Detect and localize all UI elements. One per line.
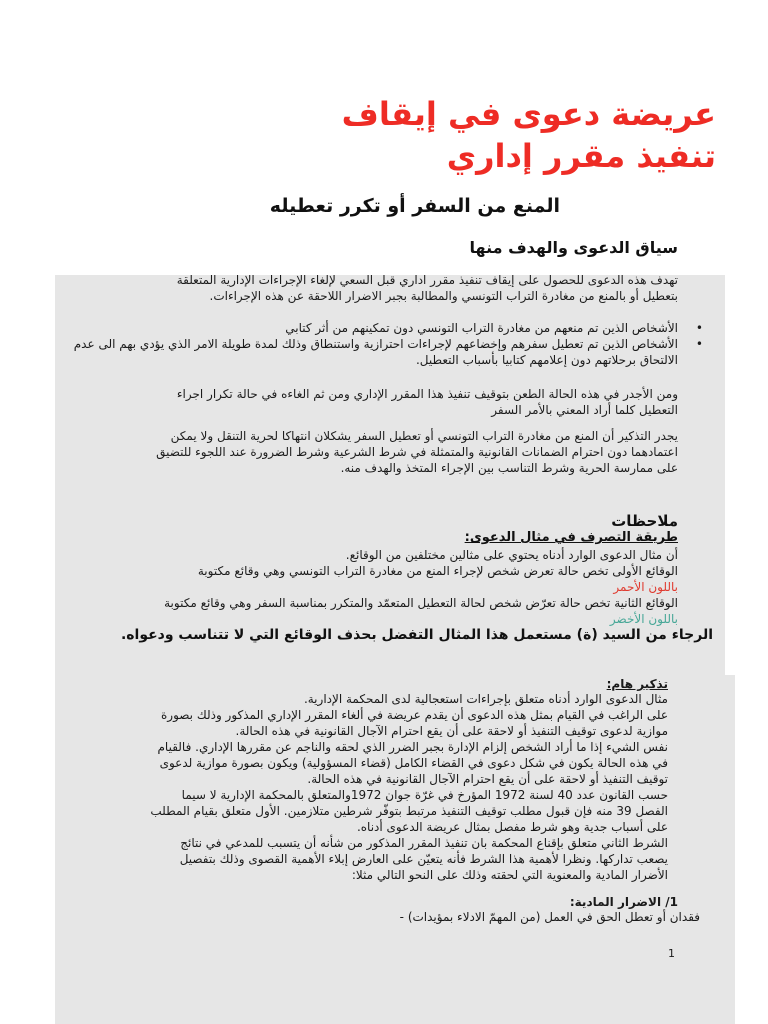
- material-damages-text: فقدان أو تعطل الحق في العمل (من المهمّ الادلاء بمؤيدات): [407, 910, 700, 924]
- important-line: مثال الدعوى الوارد أدناه متعلق بإجراءات استعجالية لدى المحكمة الإدارية.: [303, 692, 668, 706]
- material-damages-heading: 1/ الاضرار المادية:: [569, 895, 678, 909]
- reminder-line: على ممارسة الحرية وشرط التناسب بين الإجراء المتخذ والهدف منه.: [340, 461, 678, 475]
- bullet-item: [63, 336, 703, 368]
- notes-heading: ملاحظات: [611, 512, 678, 530]
- dash-marker: -: [399, 910, 404, 924]
- page-number: 1: [668, 947, 675, 960]
- notes-line: أن مثال الدعوى الوارد أدناه يحتوي على مثالين مختلفين من الوقائع.: [345, 548, 678, 562]
- notes-line: الوقائع الثانية تخص حالة تعرّض شخص لحالة التعطيل المتعمّد والمتكرر بمناسبة السفر وهي وقائع مكتوبة: [164, 596, 678, 610]
- bullet-text: الأشخاص الذين تم تعطيل سفرهم وإخضاعهم لإجراءات احترازية واستنطاق وذلك لمدة طويلة الامر الذي يؤدي بهم الى عدم الالتحاق برحلاتهم دون إعلامهم كتابيا بأسباب التعطيل.: [73, 337, 678, 367]
- reminder-line: اعتمادهما دون احترام الضمانات القانونية والمتمثلة في شرط الشرعية وشرط الضرورة عند اللجوء للتضيق: [156, 445, 678, 459]
- important-line: حسب القانون عدد 40 لسنة 1972 المؤرخ في غرّة جوان 1972والمتعلق بالمحكمة الإدارية لا سيما: [181, 788, 668, 802]
- document-subtitle: المنع من السفر أو تكرر تعطيله: [269, 195, 560, 217]
- title-line-1: عريضة دعوى في إيقاف: [341, 95, 716, 133]
- important-line: الفصل 39 منه فإن قبول مطلب توقيف التنفيذ مرتبط بتوفّر شرطين متلازمين. الأول متعلق بقيام المطلب: [150, 804, 668, 818]
- notes-body: [164, 547, 678, 627]
- context-heading: سياق الدعوى والهدف منها: [469, 238, 678, 257]
- intro-line: تهدف هذه الدعوى للحصول على إيقاف تنفيذ مقرر اداري قبل السعي لإلغاء الإجراءات الإدارية المتعلقة: [176, 273, 678, 287]
- important-heading: تذكير هام:: [606, 677, 668, 691]
- important-line: الأضرار المادية والمعنوية التي لحقته وذلك على النحو التالي مثلا:: [351, 868, 668, 882]
- reminder-line: [156, 428, 678, 444]
- important-line: في هذه الحالة يكون في شكل دعوى في القضاء الكامل (قضاء المسؤولية) ويكون بصورة موازية لدعوى: [159, 756, 668, 770]
- appeal-line: التعطيل كلما أراد المعني بالأمر السفر: [491, 403, 678, 417]
- reminder-paragraph: [156, 428, 678, 476]
- notes-red-label: باللون الأحمر: [613, 580, 678, 594]
- notes-line: الوقائع الأولى تخص حالة تعرض شخص لإجراء المنع من مغادرة التراب التونسي وهي وقائع مكتوبة: [197, 564, 678, 578]
- important-line: توقيف التنفيذ أو لاحقة على أن يقع احترام الآجال القانونية في هذه الحالة.: [307, 772, 668, 786]
- bullet-list: [63, 320, 703, 368]
- important-body: [150, 691, 668, 883]
- reminder-text: يجدر التذكير أن المنع من مغادرة التراب التونسي أو تعطيل السفر يشكلان انتهاكا: [281, 429, 678, 443]
- material-damages-item: [382, 909, 700, 925]
- title-line-2: تنفيذ مقرر إداري: [446, 137, 716, 175]
- plea-notice: الرجاء من السيد (ة) مستعمل هذا المثال التفضل بحذف الوقائع التي لا تتناسب ودعواه.: [120, 627, 713, 643]
- appeal-paragraph: [177, 386, 678, 418]
- bullet-dot-icon: •: [695, 337, 703, 351]
- intro-line: بتعطيل أو بالمنع من مغادرة التراب التونسي والمطالبة بجبر الاضرار اللاحقة عن هذه الإجراءات.: [209, 289, 678, 303]
- important-line: الشرط الثاني متعلق بإقناع المحكمة بان تنفيذ المقرر المذكور من شأنه أن يتسبب للمدعي في نتائج: [180, 836, 668, 850]
- important-line: على أسباب جدية وهو شرط مفصل بمثال عريضة الدعوى أدناه.: [356, 820, 668, 834]
- intro-paragraph: [177, 272, 678, 304]
- important-line: موازية لدعوى توقيف التنفيذ أو لاحقة على أن يقع احترام الآجال القانونية في هذه الحالة.: [235, 724, 668, 738]
- important-line: نفس الشيء إذا ما أراد الشخص إلزام الإدارة بجبر الضرر الذي لحقه والناجم عن مقررها الإداري. فالقيام: [157, 740, 668, 754]
- bullet-text: الأشخاص الذين تم منعهم من مغادرة التراب التونسي دون تمكينهم من أثر كتابي: [285, 321, 678, 335]
- document-title: [296, 93, 716, 177]
- reminder-tail-text: لحرية التنقل ولا يمكن: [170, 429, 278, 443]
- important-line: يصعب تداركها. ونظرا لأهمية هذا الشرط فأنه يتعيّن على العارض إبلاء الأهمية القصوى وذلك بتفصيل: [179, 852, 668, 866]
- bullet-dot-icon: •: [695, 321, 703, 335]
- bullet-item: [63, 320, 703, 336]
- notes-subheading: طريقة التصرف في مثال الدعوى:: [464, 530, 678, 545]
- notes-green-label: باللون الأخضر: [609, 612, 678, 626]
- appeal-line: ومن الأجدر في هذه الحالة الطعن بتوقيف تنفيذ هذا المقرر الإداري ومن ثم الغاءه في حالة تكرار اجراء: [176, 387, 678, 401]
- important-line: على الراغب في القيام بمثل هذه الدعوى أن يقدم عريضة في ألغاء المقرر الإداري المذكور وذلك بصورة: [160, 708, 668, 722]
